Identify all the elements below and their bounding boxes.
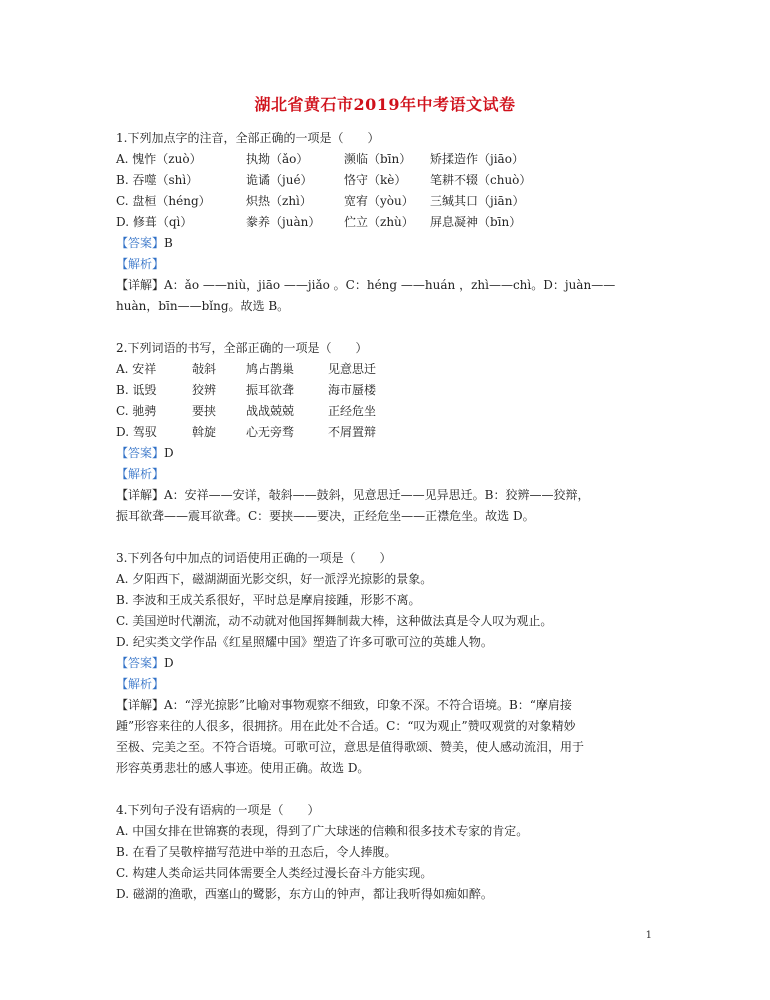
analysis-tag: 【解析】 bbox=[116, 677, 165, 691]
detail-line: huàn，bīn——bǐng。故选 B。 bbox=[116, 299, 290, 313]
analysis-line bbox=[116, 464, 656, 485]
question-stem: 2.下列词语的书写，全部正确的一项是（ ） bbox=[116, 341, 368, 355]
option-row bbox=[116, 170, 656, 191]
option-cell: B. 吞噬（shì） bbox=[116, 173, 199, 187]
question-stem: 1.下列加点字的注音，全部正确的一项是（ ） bbox=[116, 131, 380, 145]
option-cell: 要挟 bbox=[192, 404, 217, 418]
option-row: B. 李波和王成关系很好，平时总是摩肩接踵，形影不离。 bbox=[116, 593, 421, 607]
option-cell: 豢养（juàn） bbox=[246, 215, 321, 229]
analysis-tag: 【解析】 bbox=[116, 467, 165, 481]
option-cell: A. 愧怍（zuò） bbox=[116, 152, 202, 166]
option-cell: D. 修葺（qì） bbox=[116, 215, 193, 229]
answer-value: D bbox=[164, 446, 174, 460]
option-cell: 炽热（zhì） bbox=[246, 194, 312, 208]
option-row bbox=[116, 359, 656, 380]
detail-line: 振耳欲聋——震耳欲聋。C：要挟——要决，正经危坐——正襟危坐。故选 D。 bbox=[116, 509, 535, 523]
option-row bbox=[116, 149, 656, 170]
option-cell: 濒临（bīn） bbox=[344, 152, 412, 166]
exam-body bbox=[116, 128, 656, 905]
option-cell: A. 安祥 bbox=[116, 362, 157, 376]
detail-text: A：安祥——安详，敧斜——鼓斜，见意思迁——见异思迁。B：狡辨——狡辩， bbox=[164, 488, 590, 502]
page-title: 湖北省黄石市2019年中考语文试卷 bbox=[254, 95, 516, 114]
analysis-line bbox=[116, 674, 656, 695]
option-cell: 心无旁骛 bbox=[246, 425, 295, 439]
question-4 bbox=[116, 800, 656, 905]
detail-line: 形容英勇悲壮的感人事迹。使用正确。故选 D。 bbox=[116, 761, 370, 775]
option-row: A. 中国女排在世锦赛的表现，得到了广大球迷的信赖和很多技术专家的肯定。 bbox=[116, 824, 529, 838]
option-cell: 正经危坐 bbox=[328, 404, 377, 418]
option-cell: 伫立（zhù） bbox=[344, 215, 414, 229]
option-row bbox=[116, 191, 656, 212]
question-3 bbox=[116, 548, 656, 779]
detail-tag: 【详解】 bbox=[116, 488, 165, 502]
option-row: D. 磁湖的渔歌，西塞山的鹭影，东方山的钟声，都让我听得如痴如醉。 bbox=[116, 887, 493, 901]
option-cell: 笔耕不辍（chuò） bbox=[430, 173, 532, 187]
detail-line: 踵”形容来往的人很多，很拥挤。用在此处不合适。C：“叹为观止”赞叹观赏的对象精妙 bbox=[116, 719, 576, 733]
option-cell: C. 盘桓（héng） bbox=[116, 194, 211, 208]
option-cell: 屏息凝神（bīn） bbox=[430, 215, 522, 229]
option-row: C. 构建人类命运共同体需要全人类经过漫长奋斗方能实现。 bbox=[116, 866, 433, 880]
answer-value: D bbox=[164, 656, 174, 670]
detail-line: 至极、完美之至。不符合语境。可歌可泣，意思是值得歌颂、赞美，使人感动流泪，用于 bbox=[116, 740, 585, 754]
option-row bbox=[116, 380, 656, 401]
option-cell: 三缄其口（jiān） bbox=[430, 194, 525, 208]
option-cell: 不屑置辩 bbox=[328, 425, 377, 439]
analysis-tag: 【解析】 bbox=[116, 257, 165, 271]
page-number: 1 bbox=[645, 930, 652, 941]
detail-text: A：ǎo ——niù，jiāo ——jiǎo 。C：héng ——huán ，zhì——chì。D：juàn—— bbox=[164, 278, 616, 292]
option-cell: B. 诋毁 bbox=[116, 383, 157, 397]
analysis-line bbox=[116, 254, 656, 275]
option-cell: 矫揉造作（jiāo） bbox=[430, 152, 524, 166]
option-row: B. 在看了吴敬梓描写范进中举的丑态后，令人捧腹。 bbox=[116, 845, 397, 859]
option-row bbox=[116, 212, 656, 233]
detail-tag: 【详解】 bbox=[116, 278, 165, 292]
option-cell: 执拗（ǎo） bbox=[246, 152, 309, 166]
answer-value: B bbox=[164, 236, 173, 250]
question-1 bbox=[116, 128, 656, 317]
option-cell: 恪守（kè） bbox=[344, 173, 407, 187]
option-row: C. 美国逆时代潮流，动不动就对他国挥舞制裁大棒，这种做法真是令人叹为观止。 bbox=[116, 614, 553, 628]
detail-line bbox=[116, 485, 656, 506]
option-cell: D. 驾驭 bbox=[116, 425, 157, 439]
answer-tag: 【答案】 bbox=[116, 656, 165, 670]
option-cell: 鸠占鹊巢 bbox=[246, 362, 295, 376]
detail-tag: 【详解】 bbox=[116, 698, 165, 712]
answer-line bbox=[116, 443, 656, 464]
answer-tag: 【答案】 bbox=[116, 236, 165, 250]
option-cell: 振耳欲聋 bbox=[246, 383, 295, 397]
detail-line bbox=[116, 695, 656, 716]
option-row bbox=[116, 422, 656, 443]
question-stem: 3.下列各句中加点的词语使用正确的一项是（ ） bbox=[116, 551, 392, 565]
option-cell: 诡谲（jué） bbox=[246, 173, 313, 187]
answer-line bbox=[116, 653, 656, 674]
detail-text: A：“浮光掠影”比喻对事物观察不细致，印象不深。不符合语境。B：“摩肩接 bbox=[164, 698, 572, 712]
option-cell: 宽宥（yòu） bbox=[344, 194, 414, 208]
option-cell: C. 驰骋 bbox=[116, 404, 157, 418]
option-cell: 敧斜 bbox=[192, 362, 217, 376]
answer-line bbox=[116, 233, 656, 254]
option-row: A. 夕阳西下，磁湖湖面光影交织，好一派浮光掠影的景象。 bbox=[116, 572, 433, 586]
option-cell: 战战兢兢 bbox=[246, 404, 295, 418]
option-cell: 海市蜃楼 bbox=[328, 383, 377, 397]
option-cell: 狡辨 bbox=[192, 383, 217, 397]
detail-line bbox=[116, 275, 656, 296]
option-cell: 见意思迁 bbox=[328, 362, 377, 376]
option-row: D. 纪实类文学作品《红星照耀中国》塑造了许多可歌可泣的英雄人物。 bbox=[116, 635, 493, 649]
question-2 bbox=[116, 338, 656, 527]
question-stem: 4.下列句子没有语病的一项是（ ） bbox=[116, 803, 320, 817]
answer-tag: 【答案】 bbox=[116, 446, 165, 460]
option-row bbox=[116, 401, 656, 422]
option-cell: 斡旋 bbox=[192, 425, 217, 439]
